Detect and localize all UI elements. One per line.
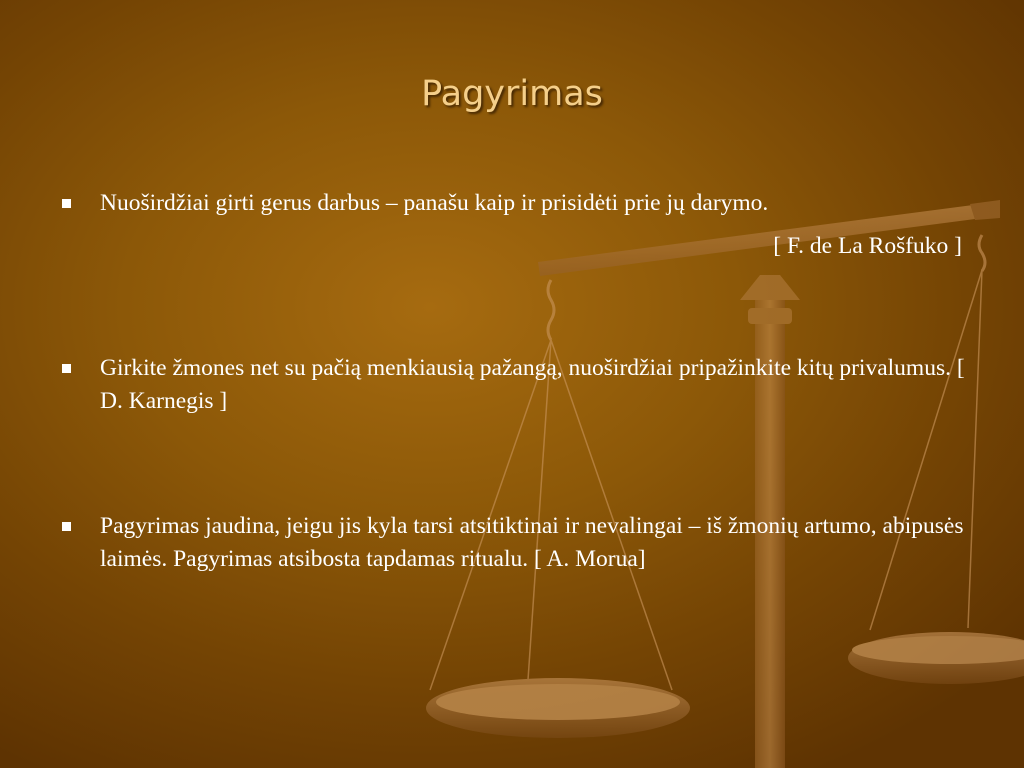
bullet-text: Girkite žmones net su pačią menkiausią pažangą, nuoširdžiai pripažinkite kitų privalumus. [ D. Karnegis ] (100, 355, 965, 414)
quote-attribution: [ F. de La Rošfuko ] (773, 233, 962, 259)
slide-title: Pagyrimas (421, 74, 603, 114)
bullet-text: Pagyrimas jaudina, jeigu jis kyla tarsi atsitiktinai ir nevalingai – iš žmonių artumo, abipusės laimės. Pagyrimas atsibosta tapdamas ritualu. [ A. Morua] (100, 513, 964, 572)
bullet-text: Nuoširdžiai girti gerus darbus – panašu kaip ir prisidėti prie jų darymo. (100, 190, 769, 216)
bullet-marker (62, 364, 71, 373)
bullet-marker (62, 199, 71, 208)
bullet-marker (62, 522, 71, 531)
